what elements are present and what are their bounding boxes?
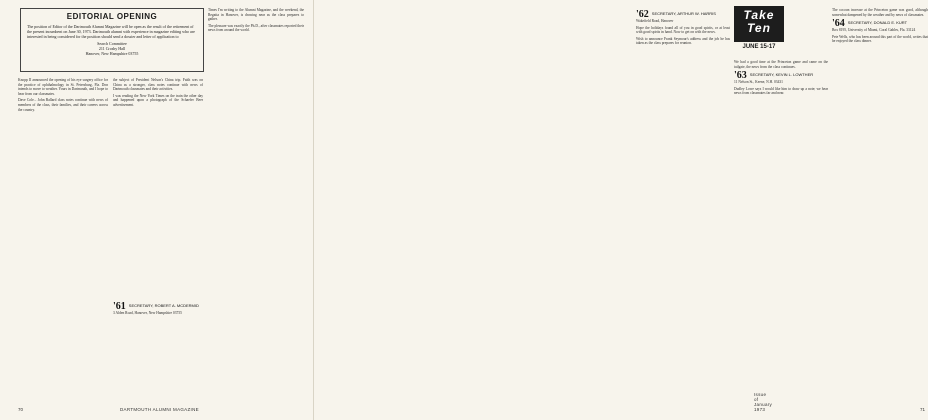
paragraph: Wish to announce Frank Seymour's address and the job he has taken as the class prepares for reunion.: [636, 36, 730, 46]
paragraph: the subject of President Nelson's China trip. Faith was on China as a stronger, class notes continue with news of Dartmouth classmates and their activities.: [113, 78, 203, 92]
paragraph: Hope the holidays found all of you in good spirits, or at least with good spirits in hand. Now to get on with the news.: [636, 25, 730, 35]
paragraph: Pete Wells, who has been around this part of the world, writes that he enjoyed the class dinner.: [832, 34, 928, 44]
right-column-3: [832, 8, 928, 398]
logo-line-1: Take: [743, 8, 775, 22]
paragraph: I was reading the New York Times on the train the other day and happened upon a photograph of the Schaefer Beer advertisement.: [113, 93, 203, 107]
class-secretary: SECRETARY, ROBERT A. MCDERMID: [128, 303, 199, 308]
class-address: Box 8195, University of Miami, Coral Gables, Fla. 33124: [832, 28, 916, 33]
editorial-title: EDITORIAL OPENING: [66, 12, 158, 21]
left-column-1: [18, 78, 108, 398]
right-column-1: [636, 8, 730, 398]
class-secretary: SECRETARY, ARTHUR W. HARRIS: [651, 11, 716, 16]
address-line: Search Committee: [97, 41, 127, 46]
address-line: Hanover, New Hampshire 03755: [85, 51, 139, 56]
left-page: [0, 0, 314, 420]
class-number: '63: [734, 70, 747, 82]
editorial-text: The position of Editor of the Dartmouth Alumni Magazine will be open as the result of the retirement of the present incumbent on June 30, 1973. Dartmouth alumni with experience in magazine editing who are interested in being considered for the position should send a dossier and letter of application to: [27, 24, 195, 39]
address-line: 211 Crosby Hall: [98, 46, 126, 51]
issue-date: Issue of January 1973: [754, 392, 773, 412]
left-column-3: [208, 8, 304, 398]
editorial-opening-box: [20, 8, 204, 72]
class-address: 3 Alden Road, Hanover, New Hampshire 03755: [113, 311, 182, 315]
class-61-header: [113, 300, 203, 340]
class-64-header: [832, 18, 928, 30]
take-ten-logo: [734, 6, 784, 42]
reunion-date: JUNE 15-17: [742, 44, 776, 50]
class-secretary: SECRETARY, KEVIN L. LOWTHER: [749, 72, 814, 78]
class-secretary: SECRETARY, DONALD E. KURT: [847, 20, 908, 26]
paragraph: We had a good time at the Princeton game and came on the tailgate, the news from the class continues.: [734, 60, 828, 69]
class-63-header: [734, 70, 828, 82]
class-number: '64: [832, 18, 845, 30]
paragraph: The cocoon increase at the Princeton game was good, although somewhat dampened by the weather and by news of classmates.: [832, 8, 928, 17]
editorial-address: [27, 41, 197, 56]
class-number: '61: [113, 301, 126, 312]
page-number: 70: [18, 407, 24, 412]
class-number: '62: [636, 9, 649, 20]
paragraph: Knopp II announced the opening of his eye surgery office for the practice of ophthalmology in St. Petersburg, Fla. Don intends to move to weather. Yours in Dartmouth, and I hope to hear from our classmates.: [18, 78, 108, 96]
paragraph: Dudley Lowe says I would like him to draw up a note; we hear news from classmates far and near.: [734, 86, 828, 96]
right-column-2: [734, 60, 828, 398]
class-address: 11 Nelson St., Keene, N.H. 03431: [734, 80, 783, 85]
paragraph: Times I'm writing to the Alumni Magazine, and the weekend, the Regatta in Hanover, is drawing near as the class prepares to gather.: [208, 8, 304, 22]
class-62-header: [636, 9, 730, 20]
paragraph: The pleasure was exactly the Ph.D., after classmates reported their news from around the world.: [208, 23, 304, 33]
logo-line-2: Ten: [747, 21, 771, 35]
page-number: 71: [920, 407, 926, 412]
magazine-name: DARTMOUTH ALUMNI MAGAZINE: [120, 407, 199, 412]
right-page: [314, 0, 928, 420]
class-address: Wakefield Road, Hanover: [636, 19, 674, 23]
paragraph: Dave Cole... John Ballard class notes continue with news of members of the class, their families, and their careers across the country.: [18, 98, 108, 112]
left-column-2: [113, 78, 203, 398]
